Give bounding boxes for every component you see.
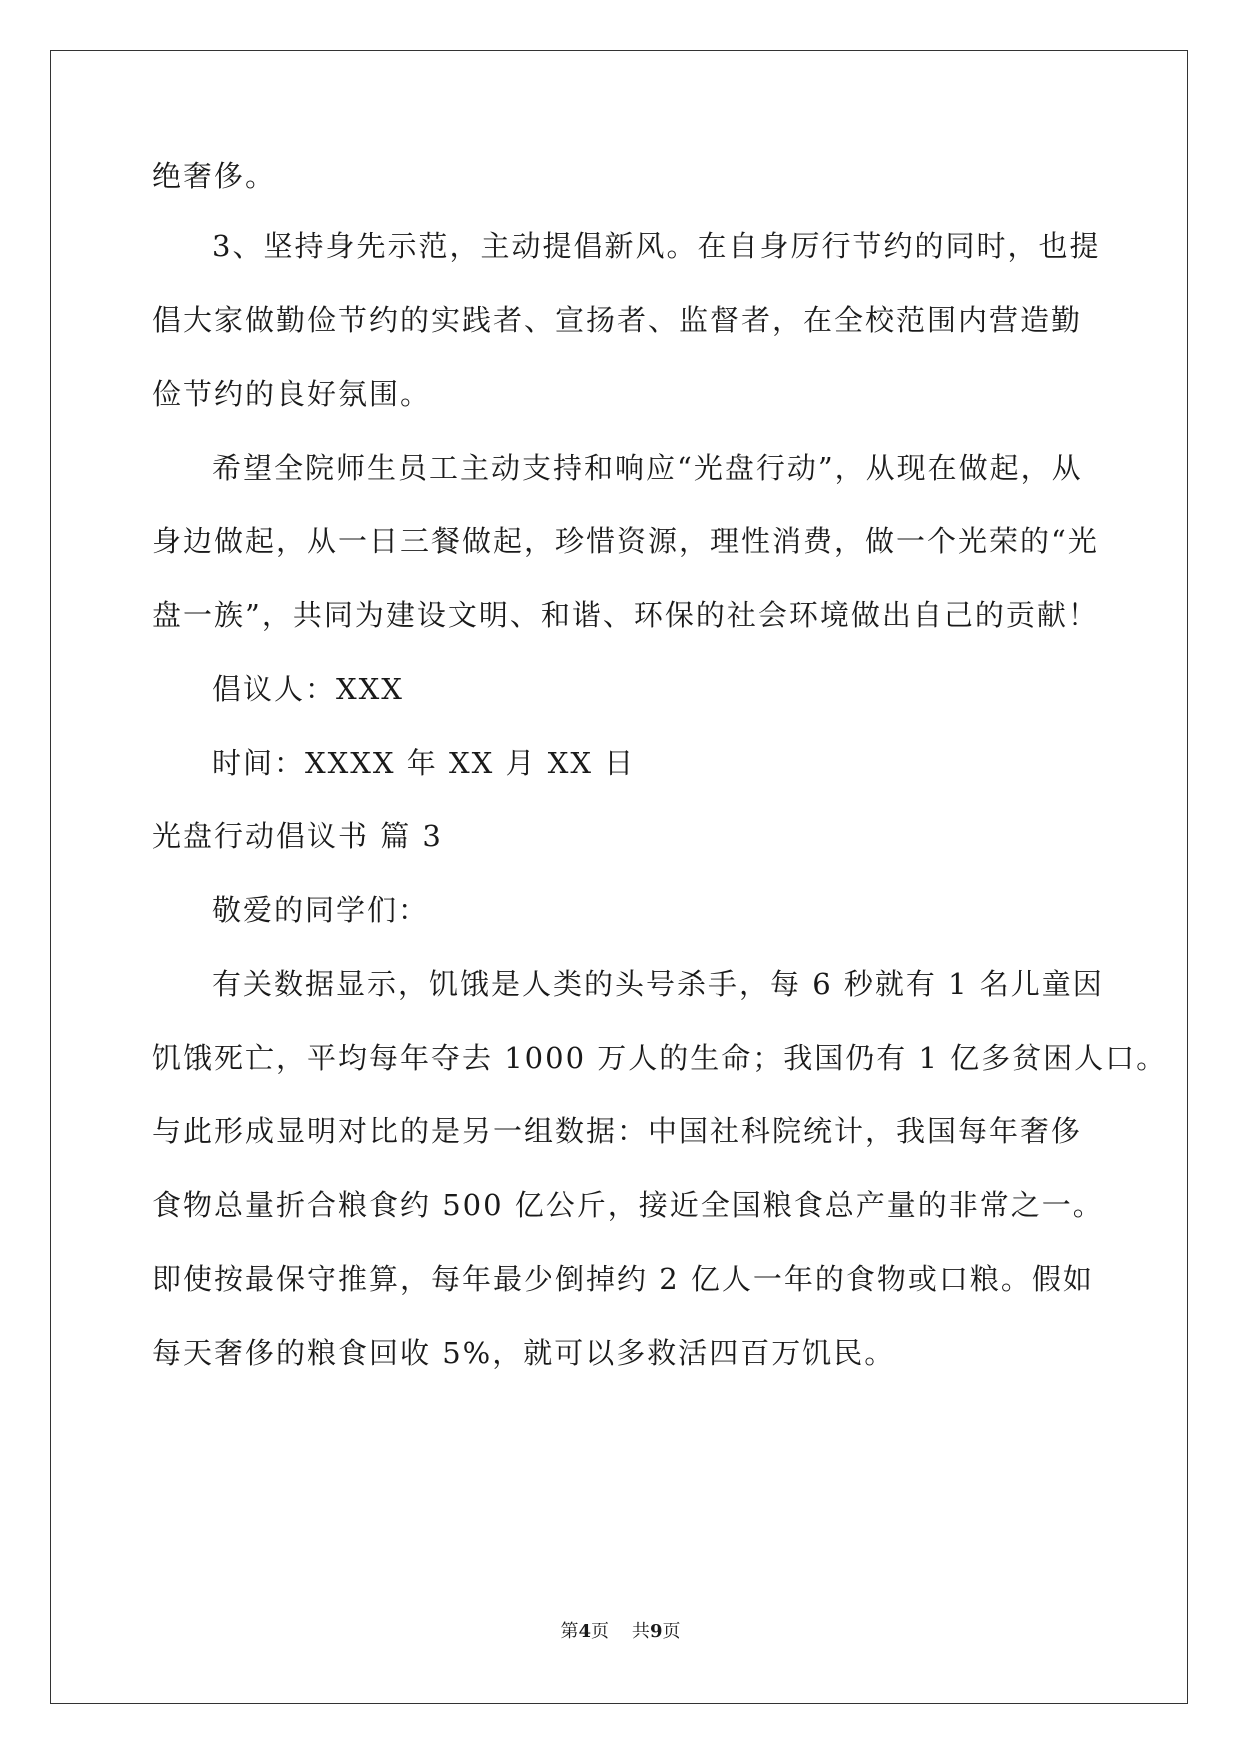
- page-frame: [50, 50, 1188, 1704]
- paragraph-line: 俭节约的良好氛围。: [152, 377, 432, 411]
- paragraph-line: 盘一族”，共同为建设文明、和谐、环保的社会环境做出自己的贡献！: [152, 598, 1099, 632]
- paragraph-line: 身边做起，从一日三餐做起，珍惜资源，理性消费，做一个光荣的“光: [152, 524, 1099, 558]
- page-footer: [0, 1620, 1241, 1644]
- section-heading: 光盘行动倡议书 篇 3: [152, 819, 443, 853]
- paragraph-line: 每天奢侈的粮食回收 5%，就可以多救活四百万饥民。: [152, 1336, 896, 1370]
- footer-suffix: 页: [662, 1621, 681, 1642]
- date-line: 时间：XXXX 年 XX 月 XX 日: [212, 746, 636, 780]
- footer-mid: 页 共: [591, 1621, 650, 1642]
- paragraph-line: 与此形成显明对比的是另一组数据：中国社科院统计，我国每年奢侈: [152, 1114, 1083, 1148]
- paragraph-line: 饥饿死亡，平均每年夺去 1000 万人的生命；我国仍有 1 亿多贫困人口。: [152, 1041, 1168, 1075]
- footer-prefix: 第: [560, 1621, 579, 1642]
- signer-line: 倡议人：XXX: [212, 672, 404, 706]
- total-pages-number: 9: [649, 1621, 663, 1642]
- paragraph-line: 希望全院师生员工主动支持和响应“光盘行动”，从现在做起，从: [212, 451, 1083, 485]
- salutation: 敬爱的同学们：: [212, 893, 430, 927]
- paragraph-line: 即使按最保守推算，每年最少倒掉约 2 亿人一年的食物或口粮。假如: [152, 1262, 1094, 1296]
- paragraph-line: 食物总量折合粮食约 500 亿公斤，接近全国粮食总产量的非常之一。: [152, 1188, 1104, 1222]
- paragraph-line: 倡大家做勤俭节约的实践者、宣扬者、监督者，在全校范围内营造勤: [152, 303, 1083, 337]
- paragraph-line: 绝奢侈。: [152, 159, 277, 193]
- current-page-number: 4: [578, 1621, 592, 1642]
- paragraph-line: 3、坚持身先示范，主动提倡新风。在自身厉行节约的同时，也提: [212, 229, 1101, 263]
- paragraph-line: 有关数据显示，饥饿是人类的头号杀手，每 6 秒就有 1 名儿童因: [212, 967, 1104, 1001]
